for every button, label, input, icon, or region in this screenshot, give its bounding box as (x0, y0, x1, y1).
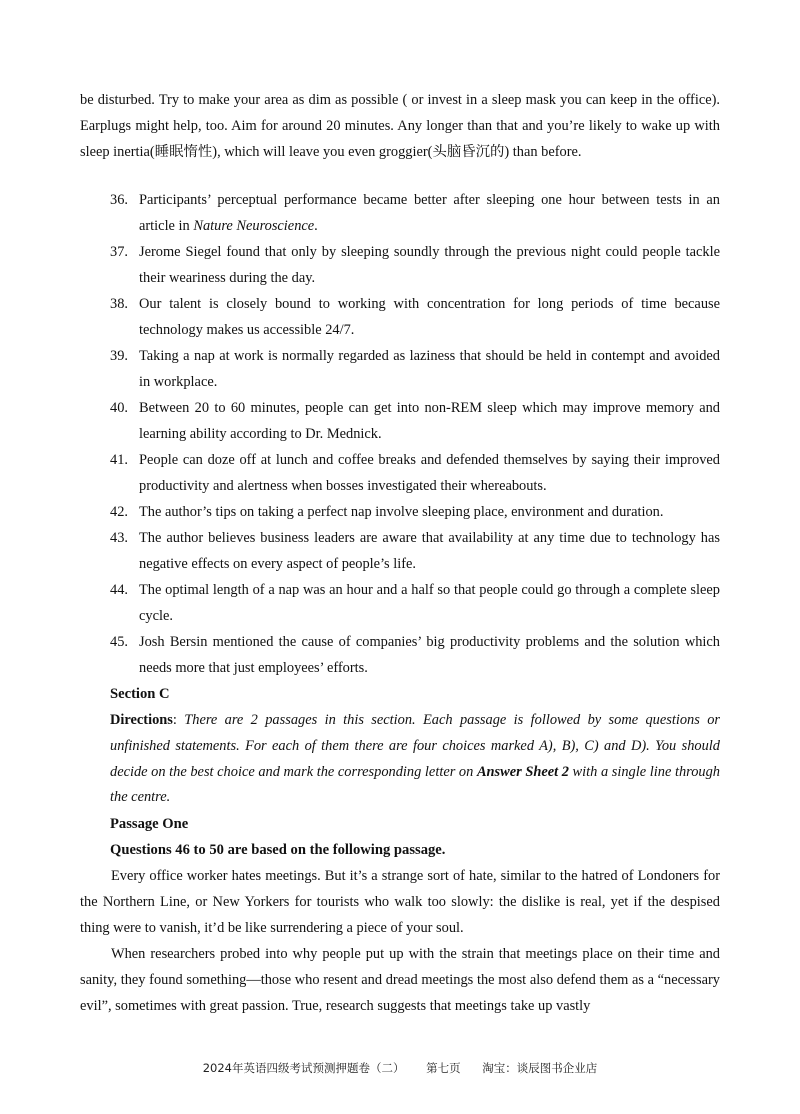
statement-text: The optimal length of a nap was an hour and a half so that people could go through a complete sleep cycle. (139, 582, 720, 624)
statement-44 (110, 578, 720, 630)
journal-title: Nature Neuroscience (193, 217, 315, 234)
shop-name: 淘宝：谈辰图书企业店 (482, 1061, 598, 1075)
statement-41 (110, 448, 720, 500)
statement-42 (110, 500, 720, 526)
statement-number: 40. (110, 400, 128, 416)
statement-text: The author’s tips on taking a perfect nap involve sleeping place, environment and duration. (139, 504, 664, 520)
statement-number: 36. (110, 192, 128, 208)
statement-text: People can doze off at lunch and coffee breaks and defended themselves by saying their improved productivity and alertness when bosses investigated their whereabouts. (139, 452, 720, 494)
directions-label: Directions (110, 712, 173, 728)
statement-text: The author believes business leaders are aware that availability at any time due to technology has negative effects on every aspect of people’s life. (139, 530, 720, 572)
statement-text: Jerome Siegel found that only by sleeping soundly through the previous night could people tackle their weariness during the day. (139, 244, 720, 286)
statement-number: 45. (110, 634, 128, 650)
statement-number: 38. (110, 296, 128, 312)
statement-38 (110, 292, 720, 344)
statement-36 (110, 188, 720, 240)
passage-paragraph: When researchers probed into why people put up with the strain that meetings place on their time and sanity, they found something—those who resent and dread meetings the most also defend them as a “necessary evil”, sometimes with great passion. True, research suggests that meetings take up vastly (80, 946, 720, 1014)
statement-number: 37. (110, 244, 128, 260)
page-number: 第七页 (426, 1061, 461, 1075)
statement-45 (110, 630, 720, 682)
passage-instruction: Questions 46 to 50 are based on the following passage. (110, 842, 446, 858)
exam-title: 2024年英语四级考试预测押题卷（二） (202, 1061, 405, 1075)
statement-number: 42. (110, 504, 128, 520)
answer-sheet-label: Answer Sheet 2 (476, 763, 569, 780)
statement-37 (110, 240, 720, 292)
statement-39 (110, 344, 720, 396)
statement-number: 41. (110, 452, 128, 468)
passage-paragraph: Every office worker hates meetings. But it’s a strange sort of hate, similar to the hatred of Londoners for the Northern Line, or New Yorkers for tourists who walk too slowly: the dislike is real, yet if the despised thing were to vanish, it’d be like surrendering a piece of your soul. (80, 868, 720, 936)
directions (110, 708, 720, 811)
directions-text: There are 2 passages in this section. Each passage is followed by some questions or unfinished statements. For each of them there are four choices marked A), B), C) and D). You should decide on the best choice and mark the corresponding letter on Answer Sheet 2 with a single line through the centre. (110, 712, 720, 806)
passage-title: Passage One (110, 816, 189, 832)
passage-continuation: be disturbed. Try to make your area as dim as possible ( or invest in a sleep mask you can keep in the office). Earplugs might help, too. Aim for around 20 minutes. Any longer than that and you’re likely to wake up with sleep inertia(睡眠惰性), which will leave you even groggier(头脑昏沉的) than before. (80, 92, 720, 160)
directions-colon: : (172, 712, 177, 728)
statement-text: Participants’ perceptual performance became better after sleeping one hour between tests in an article in Nature Neuroscience. (139, 192, 720, 234)
statement-text: Taking a nap at work is normally regarded as laziness that should be held in contempt and avoided in workplace. (139, 348, 720, 390)
statement-text: Between 20 to 60 minutes, people can get into non-REM sleep which may improve memory and learning ability according to Dr. Mednick. (139, 400, 720, 442)
statement-text: Josh Bersin mentioned the cause of companies’ big productivity problems and the solution which needs more that just employees’ efforts. (139, 634, 720, 676)
statement-number: 43. (110, 530, 128, 546)
page-footer (0, 1060, 800, 1076)
section-heading: Section C (110, 686, 170, 702)
statement-number: 39. (110, 348, 128, 364)
statement-text: Our talent is closely bound to working with concentration for long periods of time because technology makes us accessible 24/7. (139, 296, 720, 338)
statement-number: 44. (110, 582, 128, 598)
statement-43 (110, 526, 720, 578)
statement-40 (110, 396, 720, 448)
